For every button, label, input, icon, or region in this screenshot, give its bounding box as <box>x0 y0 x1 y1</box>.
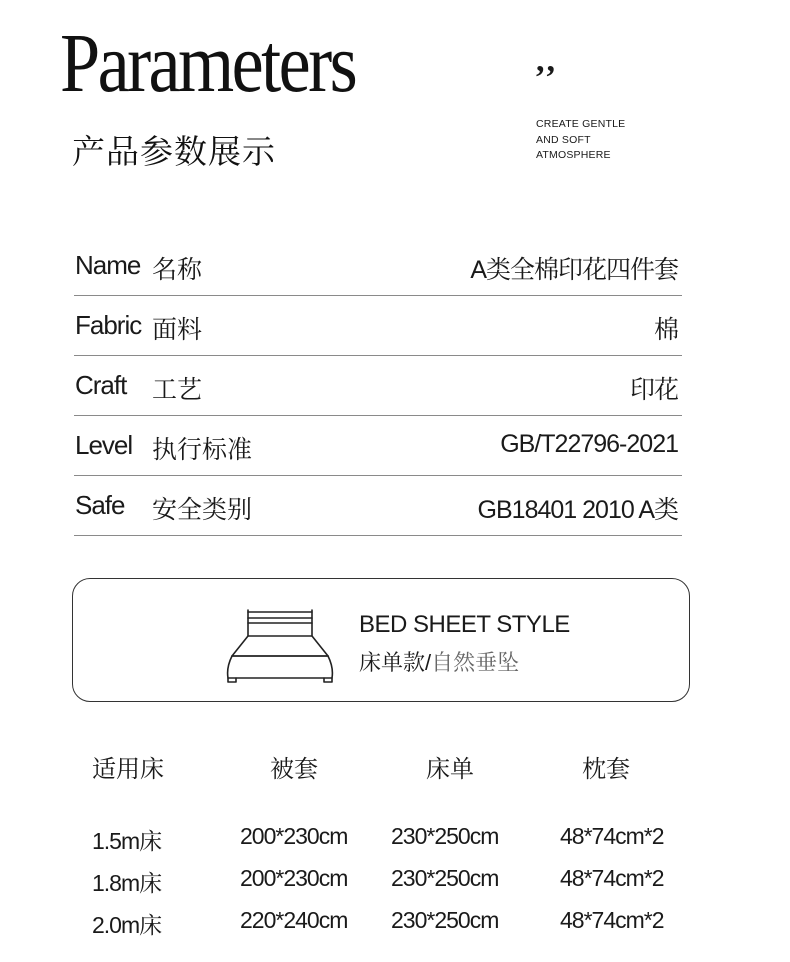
table-cell: 200*230cm <box>240 865 348 891</box>
param-label-cn: 面料 <box>152 316 203 344</box>
table-cell: 48*74cm*2 <box>560 907 664 933</box>
table-cell: 1.8m床 <box>92 870 162 896</box>
table-cell: 230*250cm <box>391 865 499 891</box>
quote-mark: ,, <box>536 42 557 79</box>
style-card-subtitle-light: 自然垂坠 <box>431 650 520 675</box>
param-row-level <box>74 416 682 476</box>
table-cell: 230*250cm <box>391 907 499 933</box>
table-cell: 230*250cm <box>391 823 499 849</box>
tagline-line: CREATE GENTLE <box>536 118 626 130</box>
style-card <box>72 578 690 702</box>
tagline <box>536 117 676 164</box>
bed-icon <box>222 606 338 686</box>
parameter-list <box>74 236 682 536</box>
param-label-cn: 工艺 <box>152 376 203 404</box>
param-value: GB/T22796-2021 <box>500 430 678 458</box>
size-table <box>60 745 740 949</box>
table-header: 床单 <box>426 756 474 783</box>
style-card-subtitle <box>359 646 519 677</box>
param-label-en: Craft <box>75 370 127 400</box>
table-header: 适用床 <box>92 756 164 783</box>
table-cell: 2.0m床 <box>92 912 162 938</box>
table-cell: 220*240cm <box>240 907 348 933</box>
style-card-subtitle-sep: / <box>425 650 432 675</box>
tagline-line: ATMOSPHERE <box>536 149 611 161</box>
param-label-en: Fabric <box>75 310 142 340</box>
param-value: 棉 <box>653 316 678 344</box>
param-value: GB18401 2010 A类 <box>477 496 678 524</box>
style-card-title: BED SHEET STYLE <box>359 611 570 638</box>
param-value: A类全棉印花四件套 <box>470 256 678 284</box>
param-label-en: Level <box>75 430 133 460</box>
param-row-name <box>74 236 682 296</box>
table-cell: 1.5m床 <box>92 828 162 854</box>
param-label-cn: 名称 <box>152 256 203 284</box>
tagline-line: AND SOFT <box>536 133 591 146</box>
table-row <box>60 907 740 949</box>
param-row-craft <box>74 356 682 416</box>
param-row-fabric <box>74 296 682 356</box>
param-label-cn: 执行标准 <box>152 436 253 464</box>
param-row-safe <box>74 476 682 536</box>
page-subtitle: 产品参数展示 <box>72 133 276 170</box>
table-header-row <box>60 745 740 823</box>
page-title: Parameters <box>60 17 356 110</box>
param-label-en: Safe <box>75 490 125 520</box>
table-row <box>60 823 740 865</box>
table-header: 枕套 <box>582 756 630 783</box>
table-cell: 48*74cm*2 <box>560 865 664 891</box>
table-cell: 200*230cm <box>240 823 348 849</box>
param-value: 印花 <box>629 376 678 404</box>
param-label-cn: 安全类别 <box>152 496 253 524</box>
table-row <box>60 865 740 907</box>
param-label-en: Name <box>75 250 141 280</box>
table-header: 被套 <box>270 756 318 783</box>
style-card-subtitle-main: 床单款 <box>359 650 426 675</box>
table-cell: 48*74cm*2 <box>560 823 664 849</box>
